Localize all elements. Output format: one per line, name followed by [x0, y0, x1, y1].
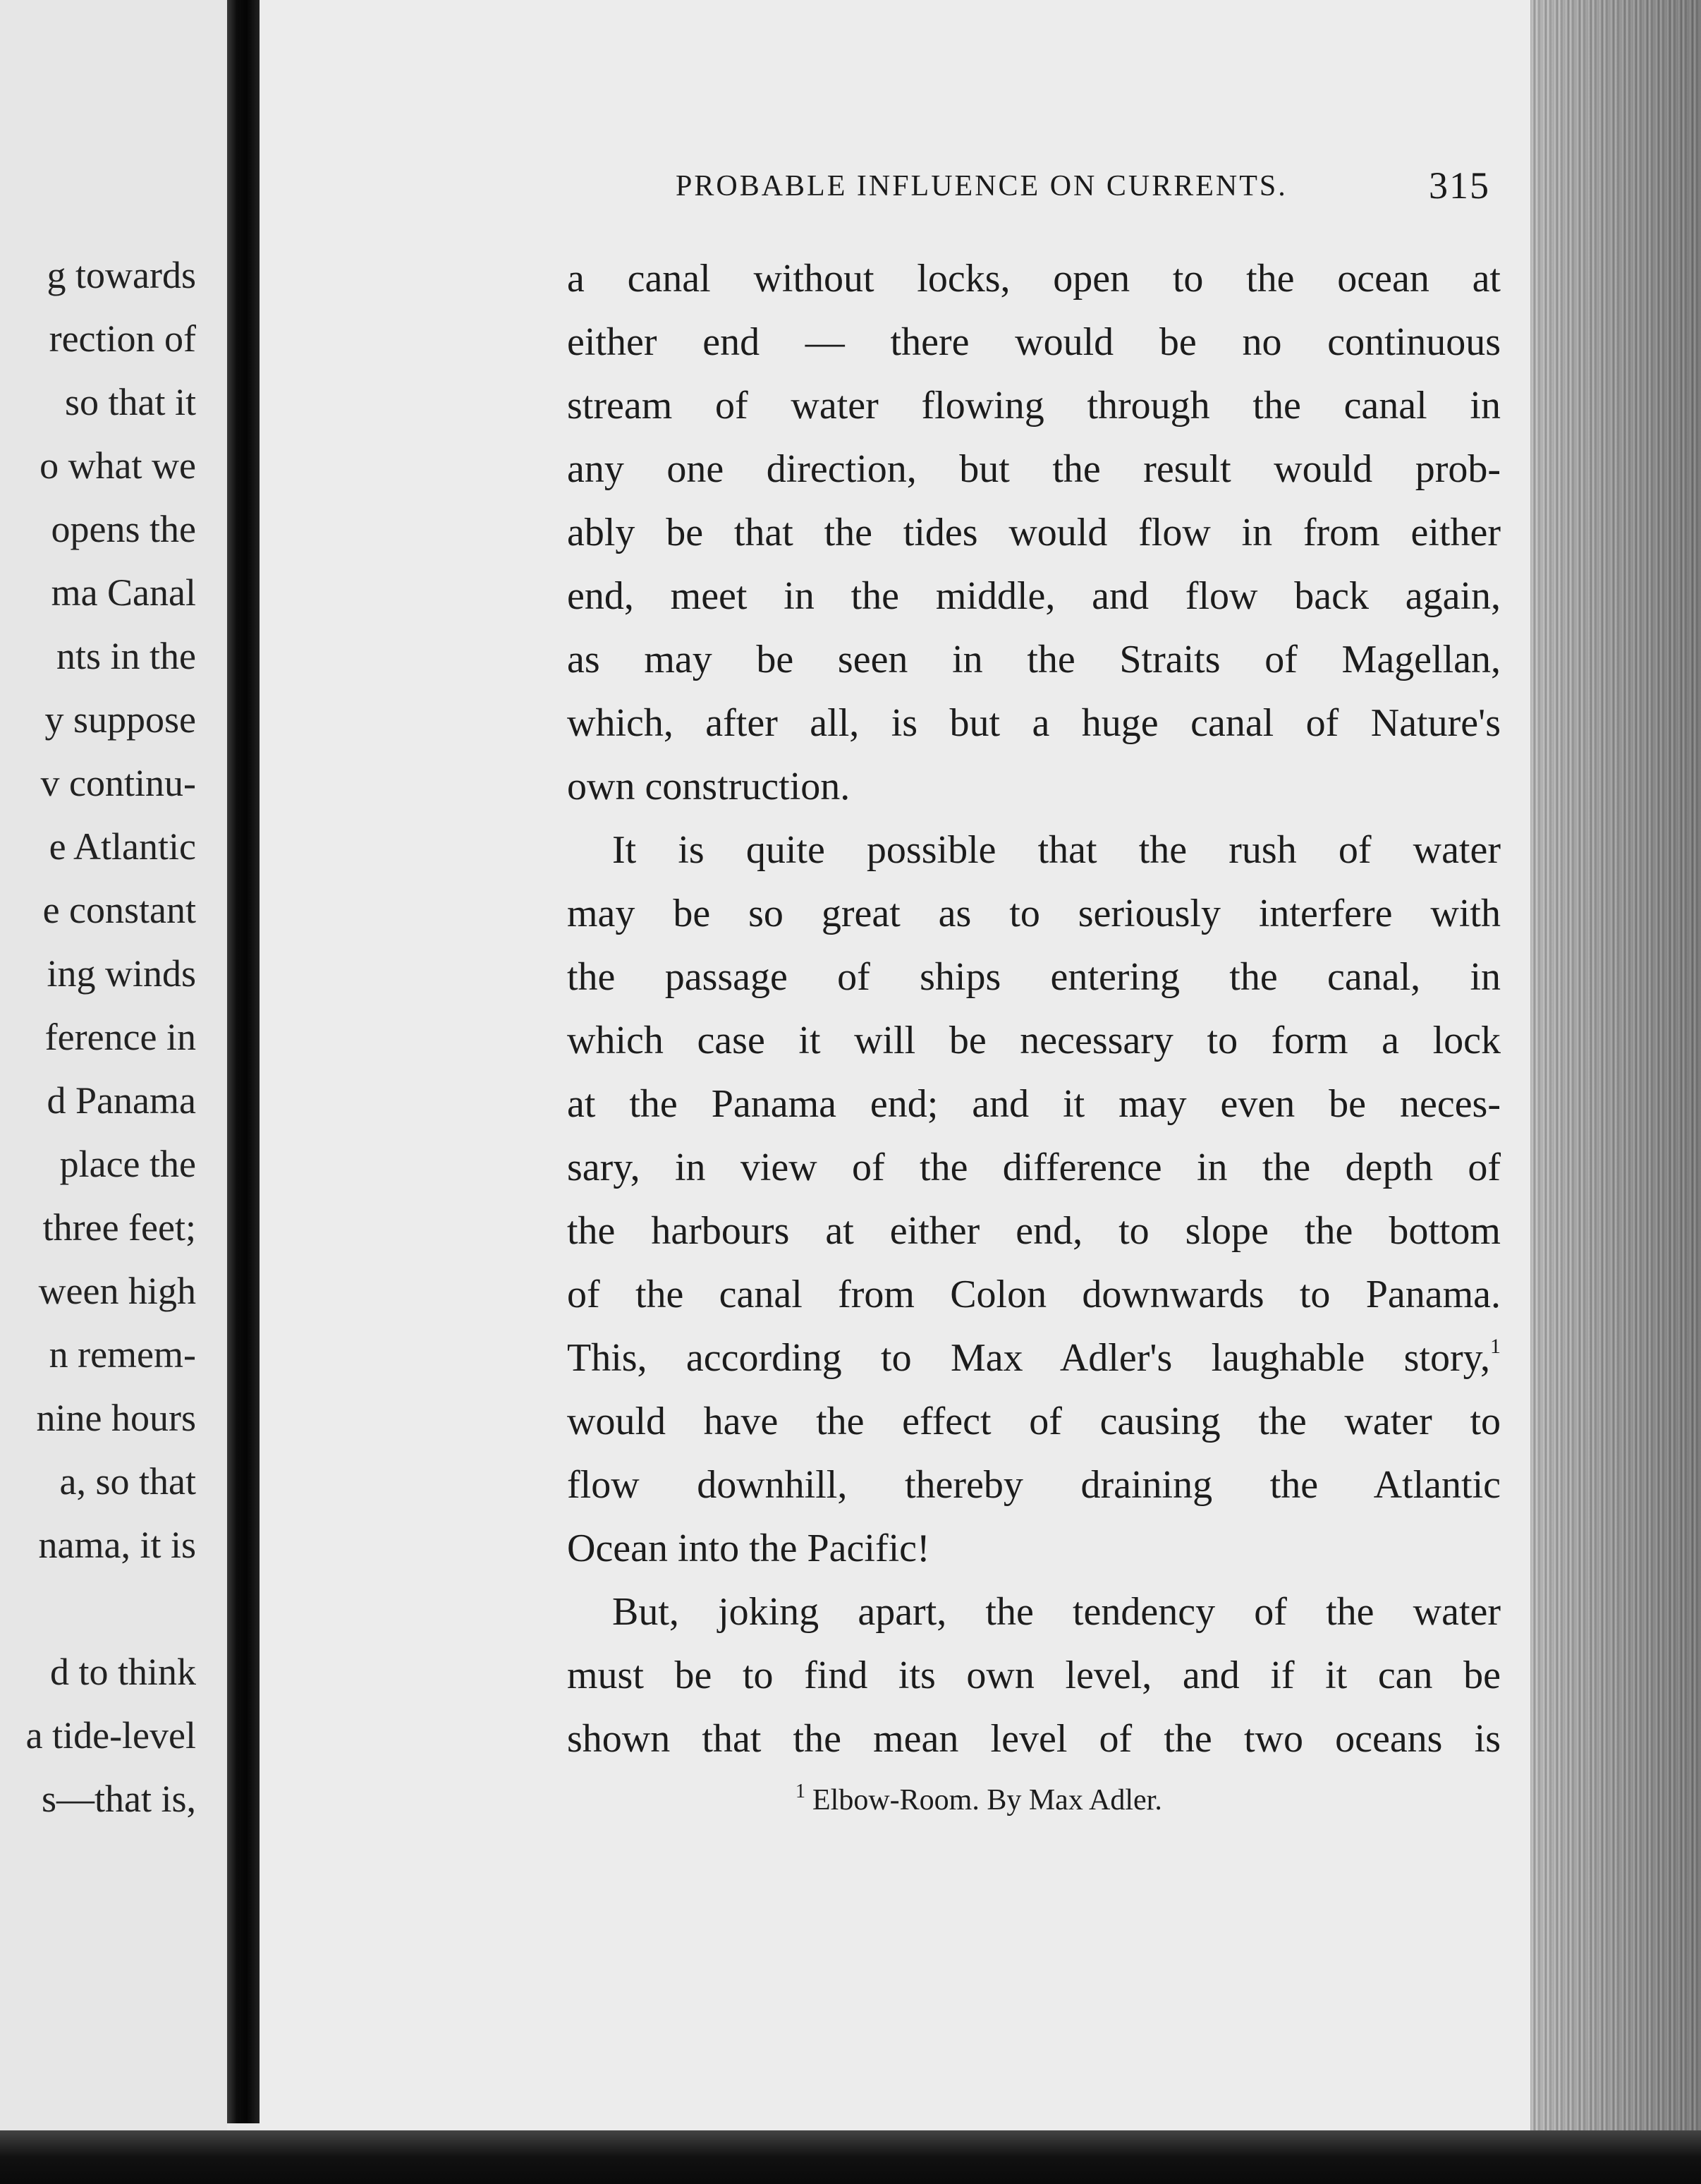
text-line: Ocean into the Pacific!	[567, 1527, 930, 1570]
text-line: would have the effect of causing the water to	[567, 1400, 1501, 1443]
left-page-line: e Atlantic	[49, 825, 196, 868]
page-fore-edge	[1530, 0, 1701, 2144]
footnote-reference: 1	[1490, 1335, 1501, 1358]
running-head	[676, 164, 1522, 213]
text-line: must be to find its own level, and if it can be	[567, 1654, 1501, 1697]
left-page-line: nama, it is	[38, 1524, 196, 1566]
paragraph-3	[567, 1580, 1501, 1771]
text-line	[567, 1326, 1501, 1390]
left-page-line: a tide-level	[25, 1714, 196, 1757]
text-line: flow downhill, thereby draining the Atlantic	[567, 1463, 1501, 1507]
left-page-line: y suppose	[44, 698, 196, 741]
left-page-line: a, so that	[59, 1460, 196, 1503]
left-page-line: so that it	[65, 381, 196, 423]
text-line: may be so great as to seriously interfere with	[567, 892, 1501, 935]
left-page-line: ference in	[44, 1016, 196, 1058]
left-page-line: d Panama	[47, 1079, 196, 1122]
book-gutter	[227, 0, 260, 2123]
text-line: ably be that the tides would flow in from either	[567, 511, 1501, 554]
left-page-line	[0, 1577, 196, 1640]
left-page-line: rection of	[49, 317, 196, 360]
footnote	[795, 1780, 1162, 1817]
text-line: But, joking apart, the tendency of the water	[612, 1590, 1501, 1634]
text-line: a canal without locks, open to the ocean at	[567, 257, 1501, 301]
running-head-title: PROBABLE INFLUENCE ON CURRENTS.	[676, 170, 1288, 202]
left-page-line: nine hours	[36, 1397, 196, 1439]
left-page-line: s—that is,	[41, 1778, 196, 1820]
text-line: It is quite possible that the rush of water	[612, 828, 1501, 872]
footnote-marker: 1	[795, 1780, 805, 1802]
text-line: either end — there would be no continuous	[567, 320, 1501, 364]
text-line: as may be seen in the Straits of Magellan,	[567, 638, 1501, 681]
left-page-line: e constant	[42, 889, 196, 931]
left-page-line: nts in the	[56, 635, 196, 677]
text-line-content: This, according to Max Adler's laughable story,	[567, 1336, 1490, 1380]
bottom-shadow	[0, 2130, 1701, 2184]
text-line: at the Panama end; and it may even be neces-	[567, 1082, 1501, 1126]
footnote-text: Elbow-Room. By Max Adler.	[812, 1784, 1162, 1816]
body-text	[567, 247, 1501, 1771]
text-line: shown that the mean level of the two oceans is	[567, 1717, 1501, 1761]
left-page-line: v continu-	[40, 762, 196, 804]
paragraph-1	[567, 247, 1501, 818]
page-number: 315	[1429, 164, 1490, 207]
text-line: end, meet in the middle, and flow back again,	[567, 574, 1501, 618]
left-page-fragment	[0, 0, 227, 2144]
left-page-line: o what we	[39, 444, 196, 487]
text-line: the passage of ships entering the canal, in	[567, 955, 1501, 999]
left-page-line: g towards	[47, 254, 196, 296]
left-page-line: ween high	[38, 1270, 196, 1312]
left-page-line: d to think	[49, 1651, 196, 1693]
left-page-line: n remem-	[49, 1333, 196, 1376]
text-line: own construction.	[567, 765, 850, 808]
right-page	[260, 0, 1536, 2137]
left-page-line: ma Canal	[51, 571, 196, 614]
text-line: of the canal from Colon downwards to Panama.	[567, 1273, 1501, 1316]
paragraph-2	[567, 818, 1501, 1580]
text-line: stream of water flowing through the canal in	[567, 384, 1501, 427]
text-line: which case it will be necessary to form a lock	[567, 1019, 1501, 1062]
left-page-text	[0, 243, 196, 1831]
text-line: which, after all, is but a huge canal of Nature's	[567, 701, 1501, 745]
text-line: the harbours at either end, to slope the bottom	[567, 1209, 1501, 1253]
left-page-line: opens the	[51, 508, 196, 550]
left-page-line: place the	[59, 1143, 196, 1185]
left-page-line: three feet;	[42, 1206, 196, 1249]
left-page-line: ing winds	[47, 952, 196, 995]
text-line: sary, in view of the difference in the depth of	[567, 1146, 1501, 1189]
text-line: any one direction, but the result would prob-	[567, 447, 1501, 491]
